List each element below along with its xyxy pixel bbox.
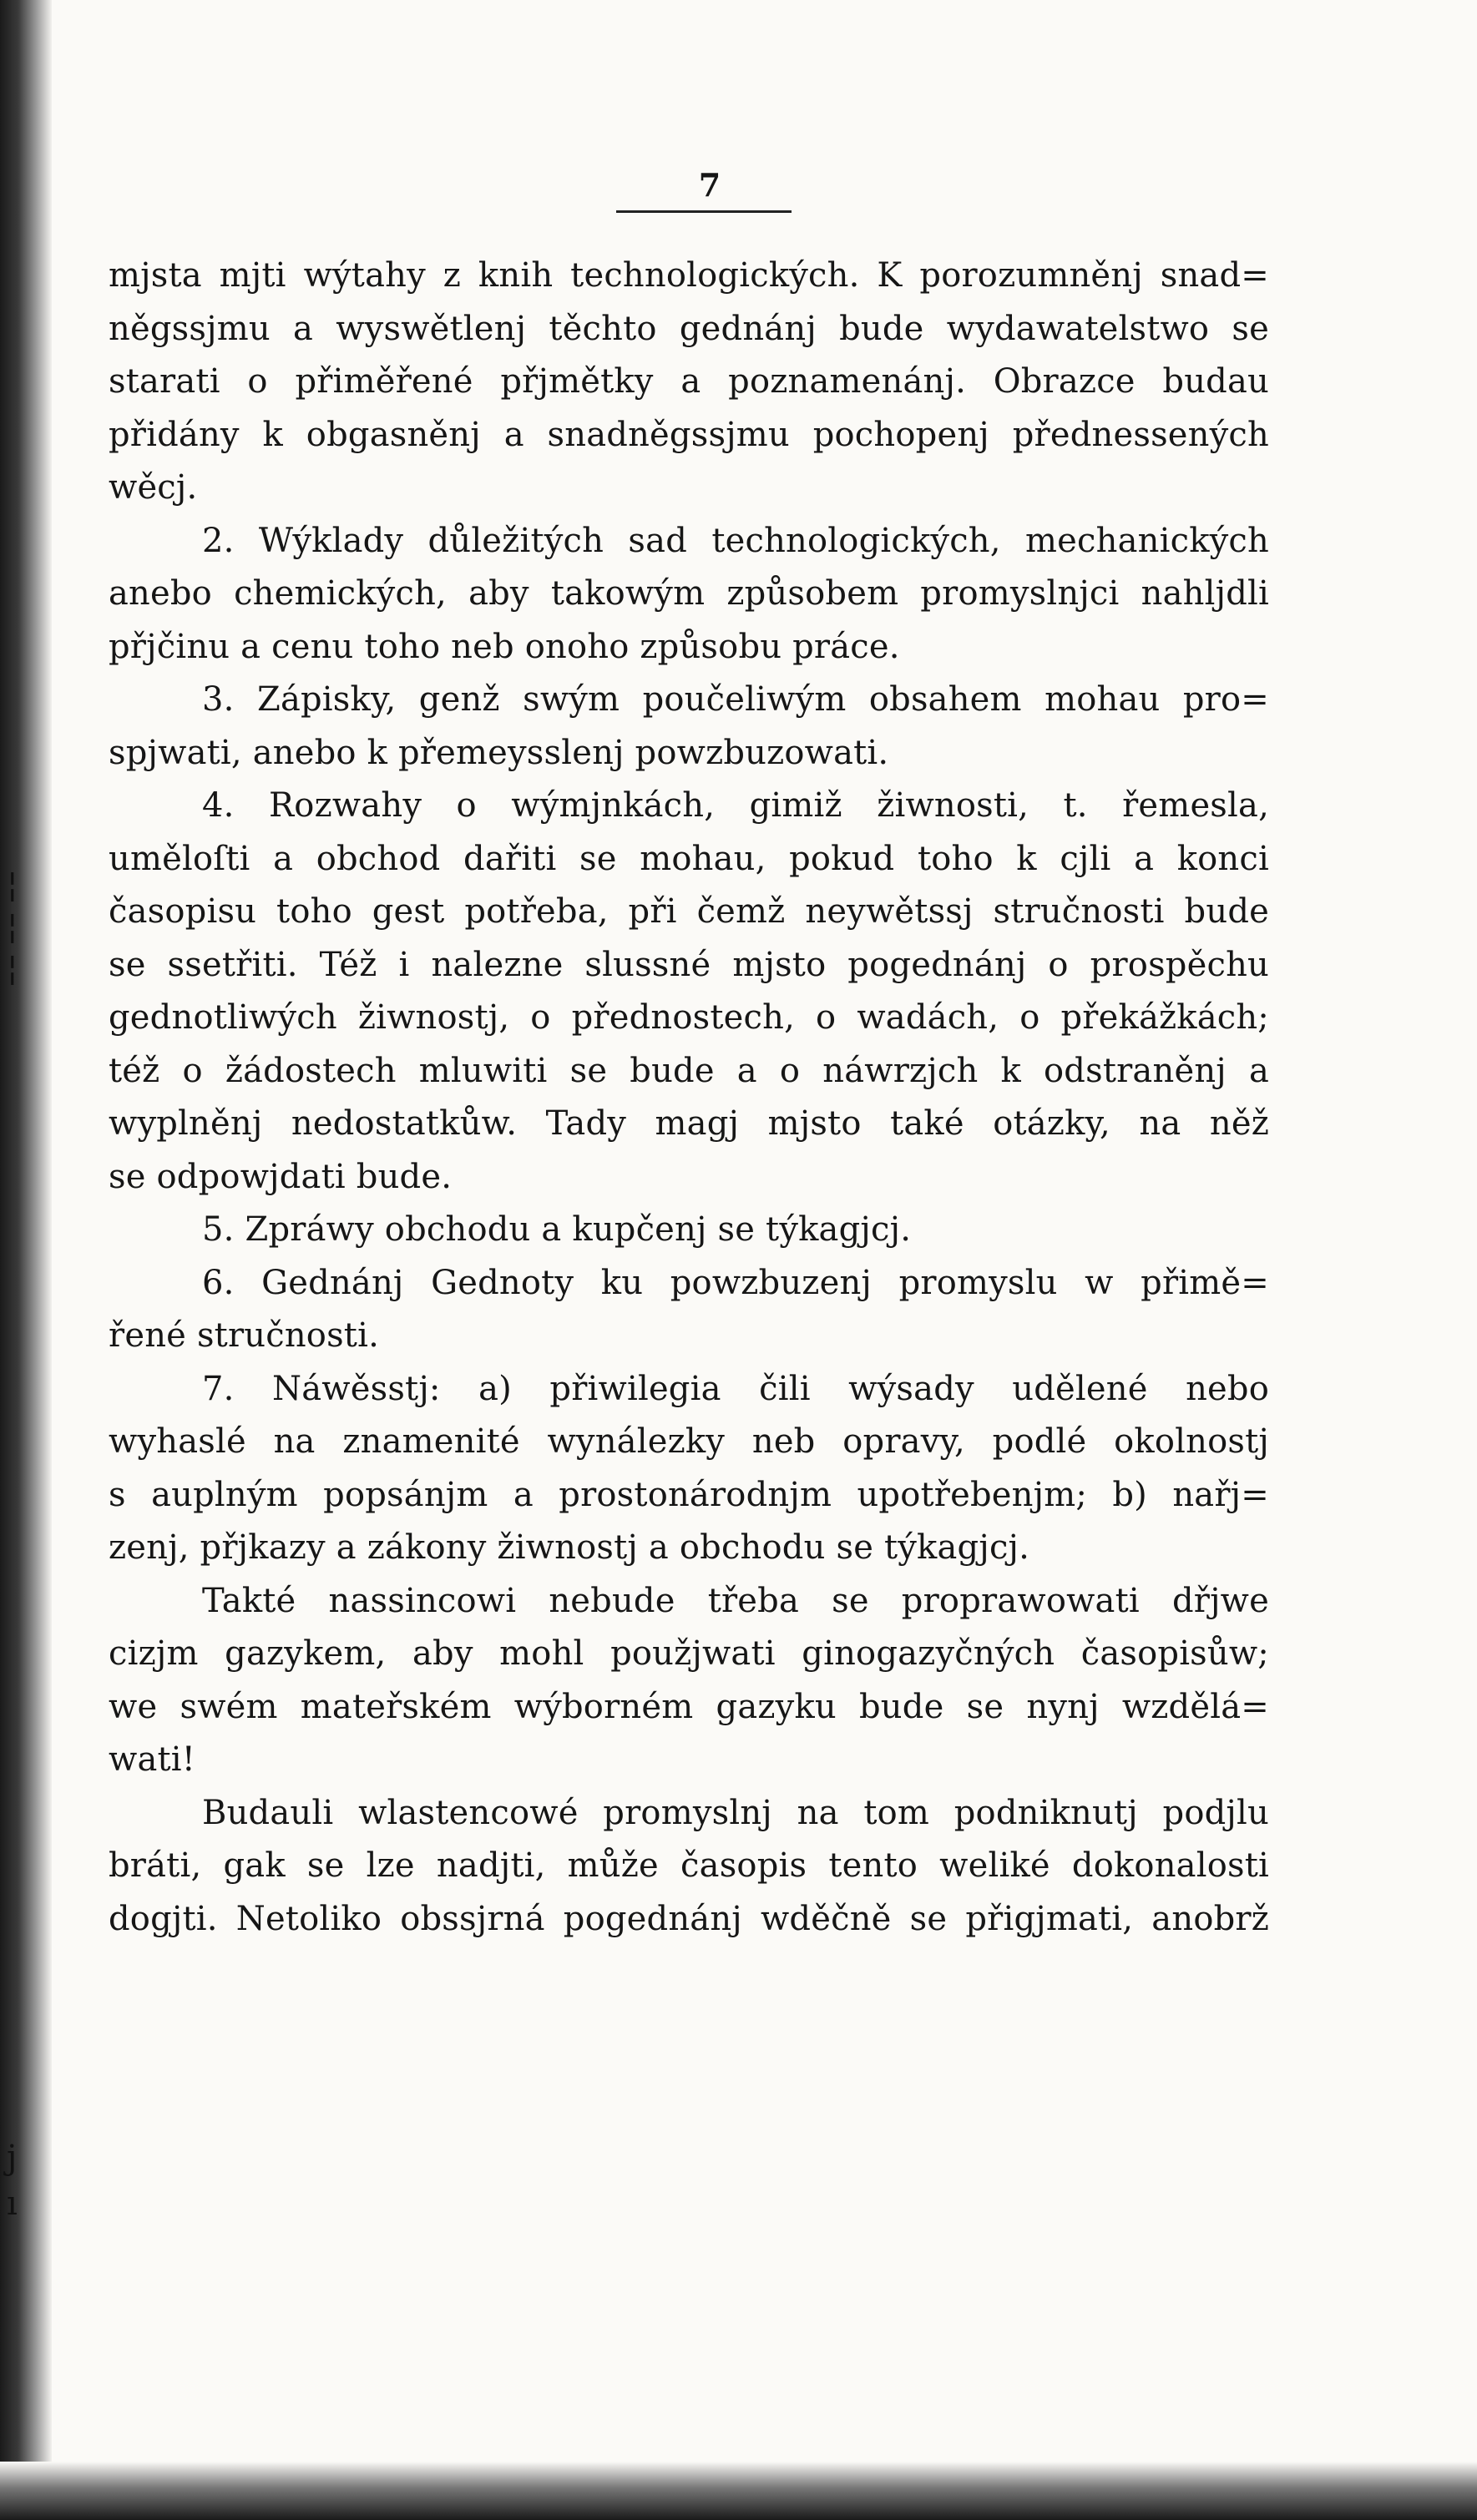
text-line: cizjm gazykem, aby mohl použjwati ginogazyčných časopisůw; [109,1634,1269,1673]
text-line: wyhaslé na znamenité wynálezky neb opravy, podlé okolnostj [109,1422,1269,1461]
text-line: též o žádostech mluwiti se bude a o náwrzjch k odstraněnj a [109,1051,1269,1090]
text-line: 5. Zpráwy obchodu a kupčenj se týkagjcj. [202,1210,912,1249]
text-line: přidány k obgasněnj a snadněgssjmu pochopenj přednessených [109,415,1269,454]
margin-mark: ¦ [7,907,18,946]
header-rule [616,210,792,213]
text-line: gednotliwých žiwnostj, o přednostech, o wadách, o překážkách; [109,998,1269,1037]
text-line: řené stručnosti. [109,1316,379,1355]
text-line: 6. Gednánj Gednoty ku powzbuzenj promyslu w přimě= [202,1263,1269,1302]
text-line: anebo chemických, aby takowým způsobem promyslnjci nahljdli [109,574,1269,613]
text-line: časopisu toho gest potřeba, při čemž neywětssj stručnosti bude [109,892,1269,931]
page-bottom-edge [0,2462,1477,2520]
text-line: přjčinu a cenu toho neb onoho způsobu práce. [109,627,900,666]
text-line: se ssetřiti. Též i nalezne slussné mjsto pogednánj o prospěchu [109,945,1269,984]
margin-mark: ¦ [7,949,18,987]
text-line: mjsta mjti wýtahy z knih technologických. K porozumněnj snad= [109,256,1269,295]
text-line: 7. Náwěsstj: a) přiwilegia čili wýsady udělené nebo [202,1369,1269,1408]
margin-mark: ¦ [7,866,18,904]
text-line: wati! [109,1740,196,1779]
text-line: we swém mateřském wýborném gazyku bude se nynj wzdělá= [109,1687,1269,1726]
text-line: uměloſti a obchod dařiti se mohau, pokud toho k cjli a konci [109,839,1269,878]
text-line: zenj, přjkazy a zákony žiwnostj a obchodu se týkagjcj. [109,1528,1030,1567]
text-line: starati o přiměřené přjmětky a poznamenánj. Obrazce budau [109,362,1269,401]
text-line: něgssjmu a wyswětlenj těchto gednánj bude wydawatelstwo se [109,309,1269,348]
body-text [109,250,1269,1946]
text-line: dogjti. Netoliko obssjrná pogednánj wděčně se přigjmati, anobrž [109,1899,1269,1938]
page-content [109,167,1269,1946]
text-line: 2. Wýklady důležitých sad technologických, mechanických [202,521,1269,560]
text-line: wyplněnj nedostatkůw. Tady magj mjsto také otázky, na něž [109,1104,1269,1143]
page-number: 7 [698,166,721,204]
text-line: bráti, gak se lze nadjti, může časopis tento weliké dokonalosti [109,1846,1269,1885]
text-line: s auplným popsánjm a prostonárodnjm upotřebenjm; b) nařj= [109,1475,1269,1514]
margin-mark: j [7,2139,18,2177]
text-line: Budauli wlastencowé promyslnj na tom podniknutj podjlu [202,1793,1269,1832]
text-line: 3. Zápisky, genž swým poučeliwým obsahem mohau pro= [202,680,1269,719]
text-line: 4. Rozwahy o wýmjnkách, gimiž žiwnosti, t. řemesla, [202,786,1269,825]
text-line: wěcj. [109,468,198,507]
text-line: spjwati, anebo k přemeysslenj powzbuzowati. [109,733,889,772]
text-line: Takté nassincowi nebude třeba se proprawowati dřjwe [202,1581,1269,1620]
margin-mark: ı [7,2184,18,2223]
text-line: se odpowjdati bude. [109,1157,453,1196]
